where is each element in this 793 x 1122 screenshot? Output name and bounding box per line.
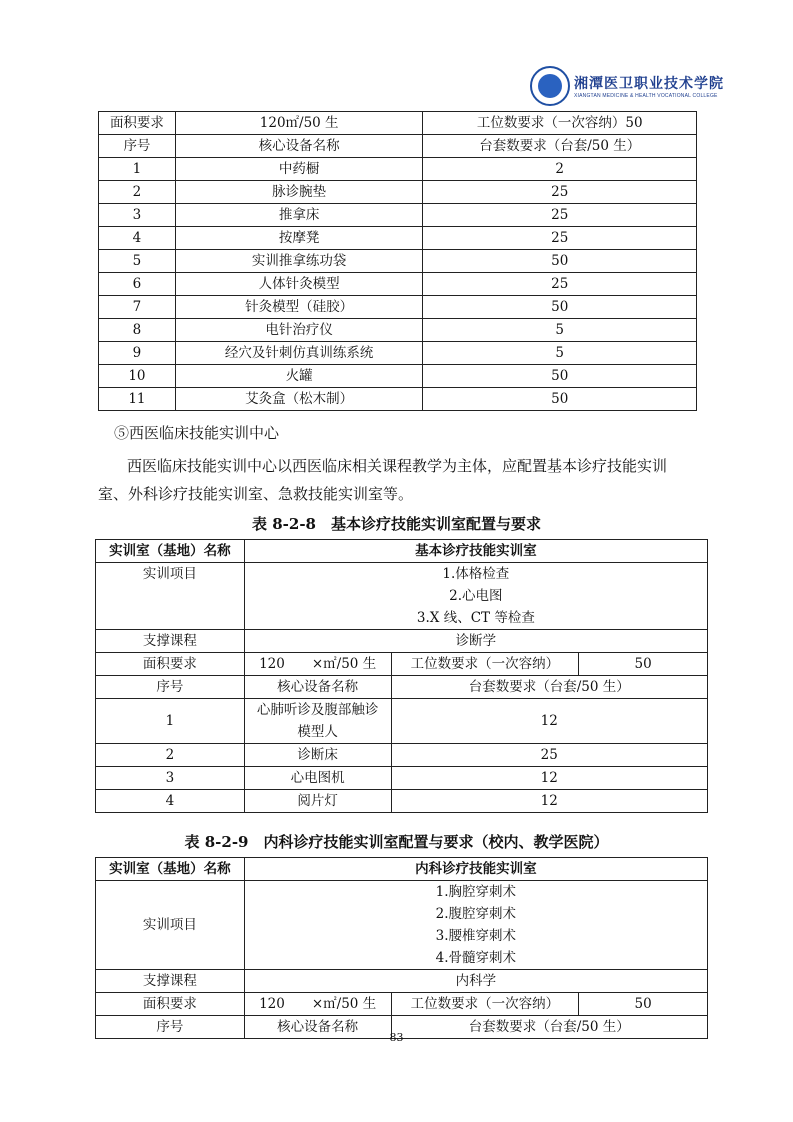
table-row [96,790,708,813]
table-cell: 25 [423,227,697,250]
table-row [99,388,697,411]
table-cell: 7 [99,296,176,319]
table-cell: 心电图机 [244,767,391,790]
list-item: 3.腰椎穿刺术 [435,928,517,944]
project-list [244,563,707,630]
table-cell: 心肺听诊及腹部触诊模型人 [244,699,391,744]
table-cell: 2 [423,158,697,181]
logo-english-name: XIANGTAN MEDICINE & HEALTH VOCATIONAL COLLEGE [574,93,718,99]
page-number: 83 [389,1031,404,1044]
table-cell: 经穴及针刺仿真训练系统 [175,342,423,365]
project-list [244,881,707,970]
table-row [99,296,697,319]
college-logo [530,66,724,106]
paragraph-line: 室、外科诊疗技能实训室、急救技能实训室等。 [98,485,414,503]
table-cell: 120 ×㎡/50 生 [244,653,391,676]
table-cell: 电针治疗仪 [175,319,423,342]
table-cell: 3 [96,767,245,790]
table-cell: 工位数要求（一次容纳） [391,653,579,676]
table-cell: 3 [99,204,176,227]
list-item: 3.X 线、CT 等检查 [416,610,535,626]
table-caption: 表 8-2-9 内科诊疗技能实训室配置与要求（校内、教学医院） [184,833,609,851]
column-header: 序号 [99,135,176,158]
column-header: 核心设备名称 [244,1016,391,1039]
list-item: 2.腹腔穿刺术 [435,906,517,922]
table-cell: 5 [423,342,697,365]
table-cell: 50 [423,250,697,273]
logo-chinese-name: 湘潭医卫职业技术学院 [574,76,724,92]
table-row [99,227,697,250]
table-row [99,365,697,388]
column-header: 序号 [96,676,245,699]
table-cell: 1 [96,699,245,744]
table-cell: 支撑课程 [96,630,245,653]
table-caption: 表 8-2-8 基本诊疗技能实训室配置与要求 [252,515,541,533]
list-item: 1.胸腔穿刺术 [435,884,517,900]
table-cell: 面积要求 [96,993,245,1016]
table-cell: 8 [99,319,176,342]
table-cell: 12 [391,699,707,744]
table-cell: 诊断学 [244,630,707,653]
column-header: 核心设备名称 [175,135,423,158]
table-cell: 脉诊腕垫 [175,181,423,204]
table-row [96,993,708,1016]
table-cell: 按摩凳 [175,227,423,250]
table-body [99,158,697,411]
logo-text [574,73,724,99]
table-cell: 支撑课程 [96,970,245,993]
list-item: 4.骨髓穿刺术 [435,950,517,966]
table-cell: 120 ×㎡/50 生 [244,993,391,1016]
column-header: 核心设备名称 [244,676,391,699]
table-row [99,112,697,135]
table-cell: 4 [99,227,176,250]
table-cell: 120㎡/50 生 [175,112,423,135]
table-row [96,858,708,881]
table-cell: 工位数要求（一次容纳）50 [423,112,697,135]
list-item: 1.体格检查 [442,566,510,582]
table-cell: 4 [96,790,245,813]
table-cell: 实训室（基地）名称 [96,540,245,563]
table-cell: 诊断床 [244,744,391,767]
equipment-table-continued [98,111,697,411]
table-cell: 面积要求 [99,112,176,135]
table-cell: 25 [423,204,697,227]
table-cell: 工位数要求（一次容纳） [391,993,579,1016]
table-cell: 50 [423,365,697,388]
table-row [99,342,697,365]
basic-diagnosis-lab-table [95,539,708,813]
column-header: 台套数要求（台套/50 生） [391,676,707,699]
table-cell: 阅片灯 [244,790,391,813]
table-cell: 50 [423,388,697,411]
table-row [99,250,697,273]
table-cell: 实训室（基地）名称 [96,858,245,881]
table-cell: 5 [99,250,176,273]
column-header: 序号 [96,1016,245,1039]
table-cell: 9 [99,342,176,365]
college-seal-icon [530,66,570,106]
table-cell: 25 [423,181,697,204]
table-cell: 实训项目 [96,563,245,630]
table-row [99,158,697,181]
table-cell: 1 [99,158,176,181]
table-row [96,744,708,767]
table-header-row [99,135,697,158]
internal-medicine-lab-table [95,857,708,1039]
table-row [96,881,708,970]
table-row [96,970,708,993]
table-cell: 50 [579,993,708,1016]
section-heading: ⑤西医临床技能实训中心 [114,424,280,442]
table-cell: 内科学 [244,970,707,993]
table-cell: 2 [96,744,245,767]
table-cell: 火罐 [175,365,423,388]
table-cell: 实训项目 [96,881,245,970]
table-cell: 25 [423,273,697,296]
table-row [99,319,697,342]
list-item: 2.心电图 [449,588,503,604]
table-cell: 面积要求 [96,653,245,676]
table-cell: 艾灸盒（松木制） [175,388,423,411]
column-header: 台套数要求（台套/50 生） [391,1016,707,1039]
table-row [99,181,697,204]
table-cell: 人体针灸模型 [175,273,423,296]
column-header: 台套数要求（台套/50 生） [423,135,697,158]
table-row [96,699,708,744]
table-row [96,630,708,653]
table-cell: 内科诊疗技能实训室 [244,858,707,881]
table-cell: 50 [579,653,708,676]
table-cell: 10 [99,365,176,388]
table-cell: 实训推拿练功袋 [175,250,423,273]
table-row [99,273,697,296]
paragraph-line: 西医临床技能实训中心以西医临床相关课程教学为主体，应配置基本诊疗技能实训 [127,457,668,475]
table-cell: 基本诊疗技能实训室 [244,540,707,563]
table-row [96,563,708,630]
table-cell: 5 [423,319,697,342]
table-row [99,204,697,227]
table-cell: 50 [423,296,697,319]
table-cell: 11 [99,388,176,411]
table-cell: 6 [99,273,176,296]
table-cell: 2 [99,181,176,204]
table-cell: 推拿床 [175,204,423,227]
table-header-row [96,676,708,699]
table-cell: 25 [391,744,707,767]
table-cell: 针灸模型（硅胶） [175,296,423,319]
table-row [96,653,708,676]
table-cell: 12 [391,790,707,813]
table-row [96,540,708,563]
table-row [96,767,708,790]
table-cell: 12 [391,767,707,790]
table-cell: 中药橱 [175,158,423,181]
